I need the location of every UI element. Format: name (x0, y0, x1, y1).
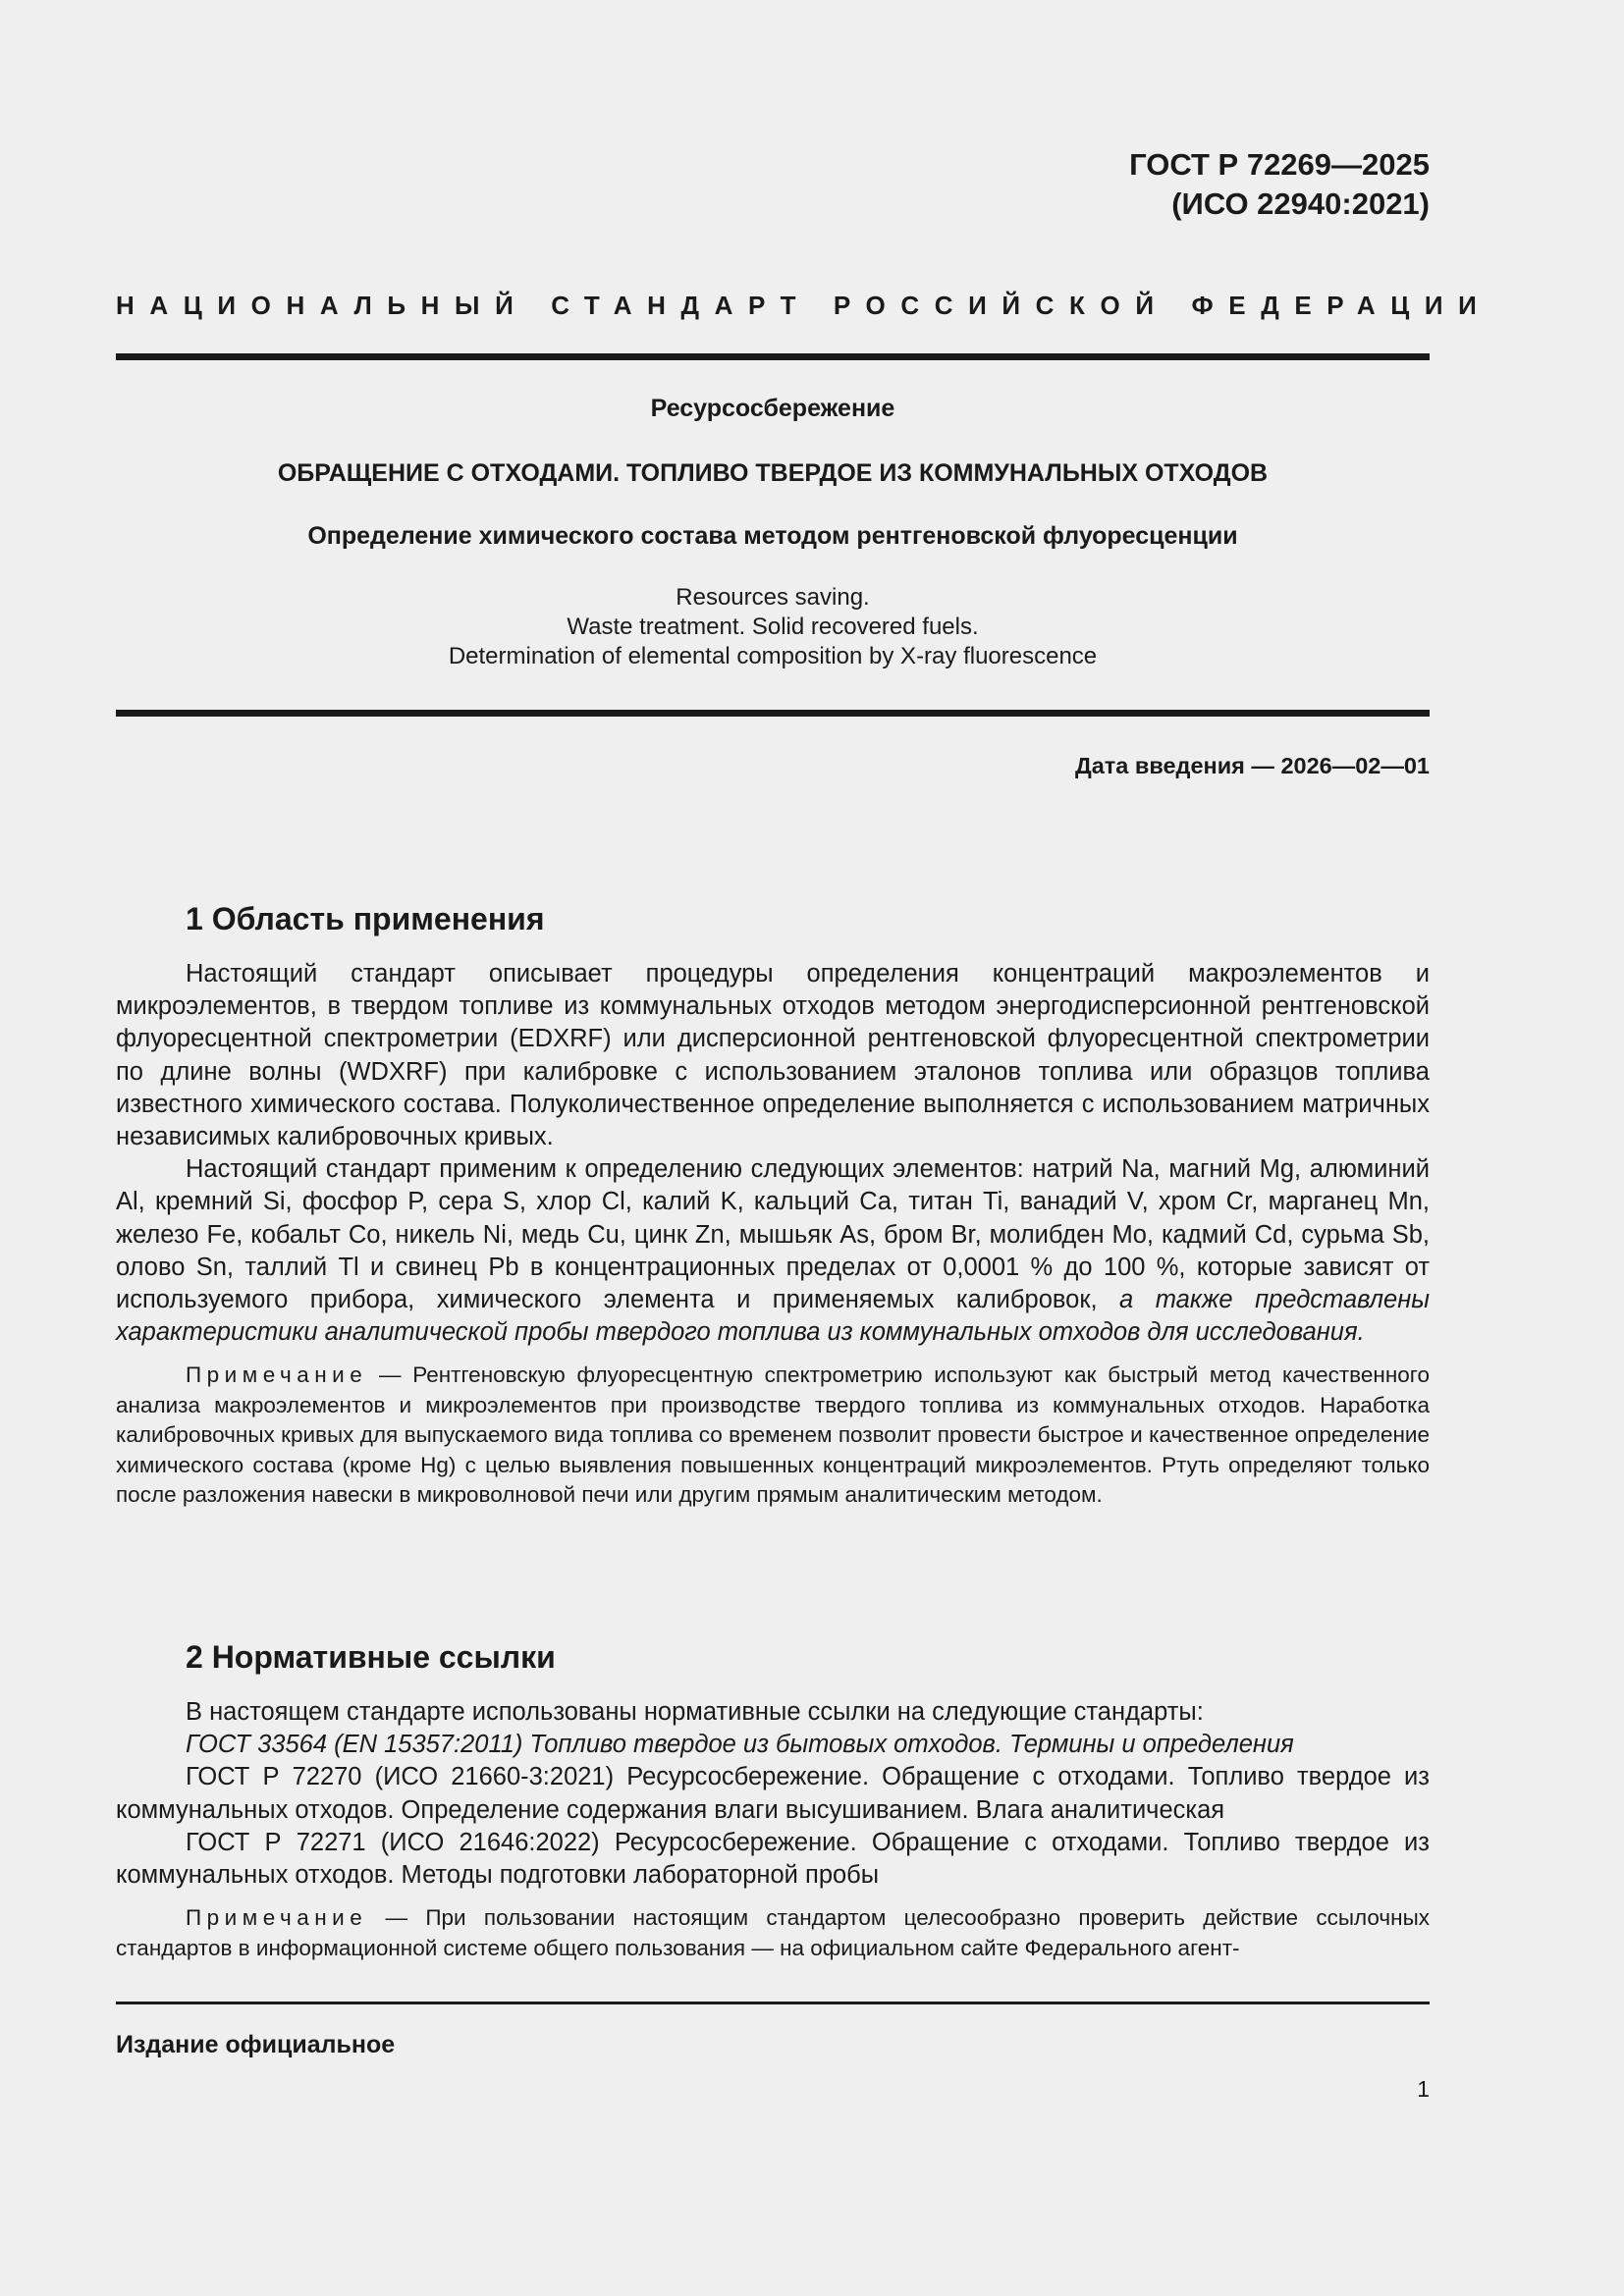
scope-paragraph-1: Настоящий стандарт описывает процедуры определения концентраций макроэлементов и микроэлементов, в твердом топливе из коммунальных отходов методом энергодисперсионной рентгеновской флуоресцентной спектрометрии (EDXRF) или дисперсионной рентгеновской флуоресцентной спектрометрии по длине волны (WDXRF) при калибровке с использованием эталонов топлива или образцов топлива известного химического состава. Полуколичественное определение выполняется с использованием матричных независимых калибровочных кривых. (116, 960, 1430, 1151)
section-scope (116, 899, 1430, 1511)
introduction-date: Дата введения — 2026—02—01 (1074, 753, 1430, 778)
section-references (116, 1637, 1430, 1963)
gost-number: ГОСТ Р 72269—2025 (1129, 147, 1430, 182)
scope-paragraph-2-text: Настоящий стандарт применим к определению следующих элементов: натрий Na, магний Mg, алюминий Al, кремний Si, фосфор P, сера S, хлор Cl, калий K, кальций Ca, титан Ti, ванадий V, хром Cr, марганец Mn, железо Fe, кобальт Co, никель Ni, медь Cu, цинк Zn, мышьяк As, бром Br, молибден Mo, кадмий Cd, сурьма Sb, олово Sn, таллий Tl и свинец Pb в концентрационных пределах от 0,0001 % до 100 %, которые зависят от используемого прибора, химического элемента и применяемых калибровок, (116, 1155, 1430, 1314)
note-text: — Рентгеновскую флуоресцентную спектрометрию используют как быстрый метод качественного анализа макроэлементов и микроэлементов при производстве твердого топлива из коммунальных отходов. Наработка калибровочных кривых для выпускаемого вида топлива со временем позволит провести быстрое и качественное определение химического состава (кроме Hg) с целью выявления повышенных концентраций микроэлементов. Ртуть определяют только после разложения навески в микроволновой печи или другим прямым аналитическим методом. (116, 1362, 1430, 1508)
note-text: — При пользовании настоящим стандартом целесообразно проверить действие ссылочных стандартов в информационной системе общего пользования — на официальном сайте Федерального агент- (116, 1905, 1430, 1960)
title-rule (116, 710, 1430, 717)
section-heading: 1 Область применения (186, 901, 545, 936)
footer-rule (116, 2002, 1430, 2004)
english-line-3: Determination of elemental composition by X-ray fluorescence (448, 643, 1098, 669)
reference-item: ГОСТ Р 72270 (ИСО 21660-3:2021) Ресурсосбережение. Обращение с отходами. Топливо твердое из коммунальных отходов. Определение содержания влаги высушиванием. Влага аналитическая (116, 1763, 1430, 1824)
english-line-2: Waste treatment. Solid recovered fuels. (567, 614, 979, 640)
references-intro: В настоящем стандарте использованы нормативные ссылки на следующие стандарты: (186, 1698, 1204, 1726)
english-line-1: Resources saving. (676, 584, 870, 611)
gost-identifier (1129, 145, 1430, 224)
scope-paragraph-2-italic: а также представлены характеристики аналитической пробы твердого топлива из коммунальных отходов для исследования. (116, 1286, 1430, 1347)
page-number: 1 (1417, 2076, 1430, 2102)
reference-item: ГОСТ 33564 (EN 15357:2011) Топливо твердое из бытовых отходов. Термины и определения (186, 1731, 1294, 1759)
note-label: Примечание (186, 1362, 368, 1388)
english-title (116, 583, 1430, 671)
title-category: Ресурсосбережение (650, 395, 895, 422)
note-label: Примечание (186, 1905, 368, 1931)
reference-item: ГОСТ Р 72271 (ИСО 21646:2022) Ресурсосбережение. Обращение с отходами. Топливо твердое из коммунальных отходов. Методы подготовки лабораторной пробы (116, 1828, 1430, 1890)
iso-number: (ИСО 22940:2021) (1171, 187, 1430, 221)
section-heading: 2 Нормативные ссылки (186, 1639, 556, 1675)
national-standard-banner: НАЦИОНАЛЬНЫЙ СТАНДАРТ РОССИЙСКОЙ ФЕДЕРАЦИИ (116, 291, 1492, 320)
scope-note (116, 1361, 1430, 1511)
title-main: ОБРАЩЕНИЕ С ОТХОДАМИ. ТОПЛИВО ТВЕРДОЕ ИЗ КОММУНАЛЬНЫХ ОТХОДОВ (277, 459, 1269, 487)
scope-paragraph-2 (116, 1153, 1430, 1349)
official-edition-label: Издание официальное (116, 2031, 396, 2058)
references-note (116, 1903, 1430, 1963)
title-subtitle: Определение химического состава методом рентгеновской флуоресценции (307, 522, 1238, 550)
header-rule (116, 353, 1430, 360)
document-page (116, 0, 1492, 2296)
